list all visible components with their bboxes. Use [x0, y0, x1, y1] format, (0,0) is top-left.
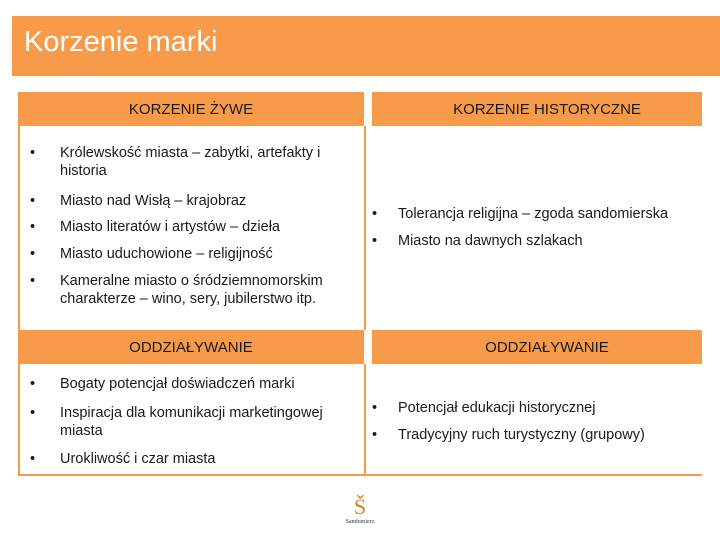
- header-korzenie-historyczne: [372, 92, 702, 126]
- header-korzenie-zywe: [18, 92, 364, 126]
- bullet: •: [372, 233, 378, 249]
- bullet: •: [30, 193, 36, 209]
- bullet: •: [30, 273, 36, 289]
- divider-middle-bottom: [364, 364, 366, 476]
- item-text: Miasto na dawnych szlakach: [398, 233, 583, 249]
- item-text: Inspiracja dla komunikacji marketingowej miasta: [60, 405, 323, 439]
- header-oddzialywanie-left: [18, 330, 364, 364]
- divider-left: [18, 126, 20, 476]
- item-text: Kameralne miasto o śródziemnomorskim charakterze – wino, sery, jubilerstwo itp.: [60, 273, 323, 307]
- bullet: •: [372, 206, 378, 222]
- title-bar: [12, 16, 720, 76]
- sandomierz-logo: [338, 496, 382, 540]
- header-label: KORZENIE HISTORYCZNE: [453, 101, 641, 118]
- header-oddzialywanie-right: [372, 330, 702, 364]
- header-label: ODDZIAŁYWANIE: [129, 339, 253, 356]
- item-text: Miasto uduchowione – religijność: [60, 246, 273, 262]
- bullet: •: [372, 427, 378, 443]
- slide-title: Korzenie marki: [24, 26, 218, 58]
- item-text: Urokliwość i czar miasta: [60, 451, 216, 467]
- logo-wordmark: Sandomierz: [345, 519, 375, 525]
- divider-middle: [364, 126, 366, 330]
- bullet: •: [30, 405, 36, 421]
- item-text: Bogaty potencjał doświadczeń marki: [60, 376, 295, 392]
- item-text: Tolerancja religijna – zgoda sandomierska: [398, 206, 669, 222]
- bullet: •: [30, 246, 36, 262]
- item-text: Miasto literatów i artystów – dzieła: [60, 219, 280, 235]
- bullet: •: [30, 451, 36, 467]
- divider-bottom: [18, 474, 702, 476]
- bullet: •: [30, 219, 36, 235]
- item-text: Tradycyjny ruch turystyczny (grupowy): [398, 427, 645, 443]
- item-text: Królewskość miasta – zabytki, artefakty i historia: [60, 145, 321, 179]
- bullet: •: [372, 400, 378, 416]
- bullet: •: [30, 376, 36, 392]
- item-text: Miasto nad Wisłą – krajobraz: [60, 193, 247, 209]
- header-label: ODDZIAŁYWANIE: [485, 339, 609, 356]
- bullet: •: [30, 145, 36, 161]
- header-label: KORZENIE ŻYWE: [128, 101, 254, 118]
- logo-mark: Š: [353, 494, 367, 519]
- item-text: Potencjał edukacji historycznej: [398, 400, 596, 416]
